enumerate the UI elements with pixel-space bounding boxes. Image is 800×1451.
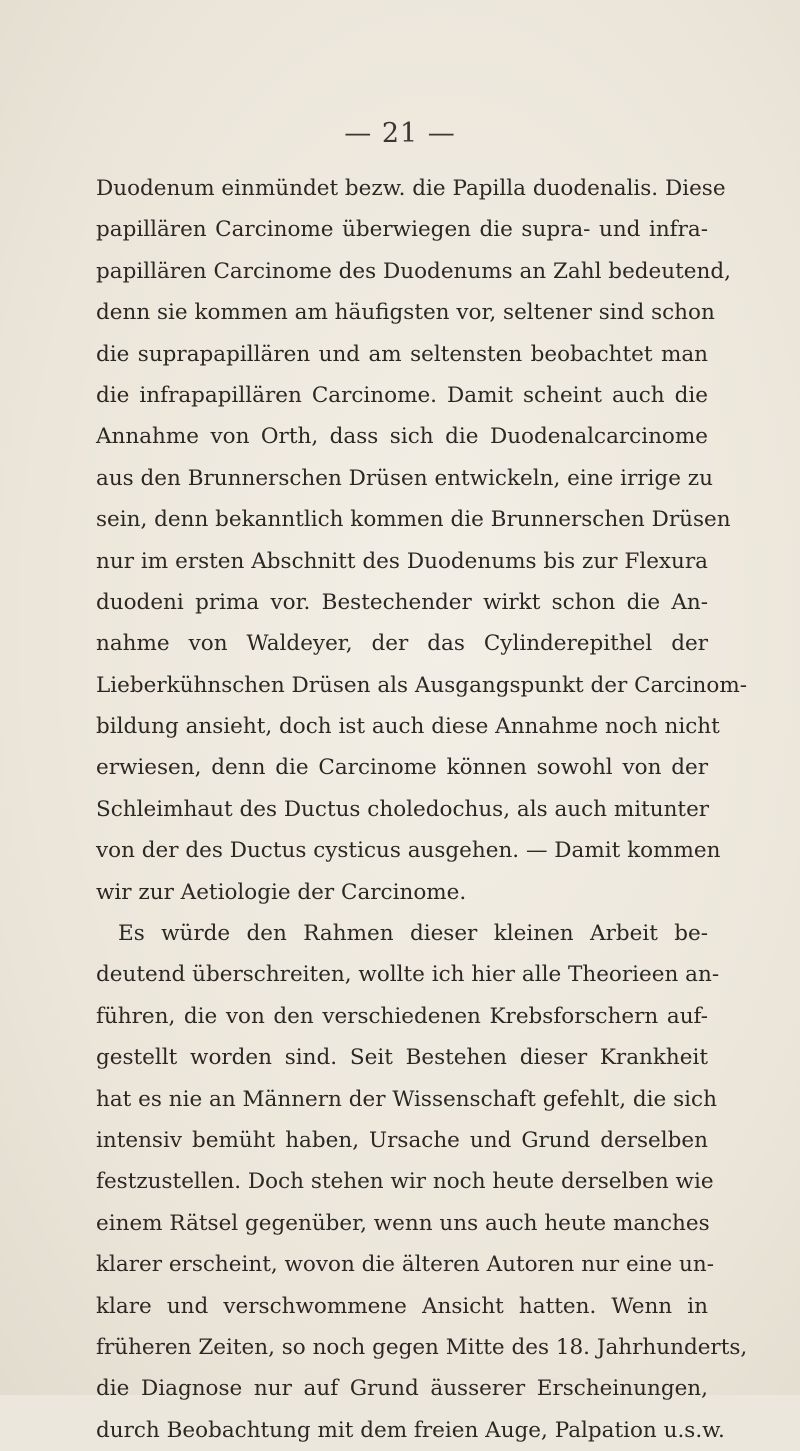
text-line: erwiesen, denn die Carcinome können sowohl von der [96, 755, 708, 781]
text-line: gestellt worden sind. Seit Bestehen dieser Krankheit [96, 1045, 708, 1071]
text-line: früheren Zeiten, so noch gegen Mitte des 18. Jahrhunderts, [96, 1334, 748, 1360]
text-line: die infrapapillären Carcinome. Damit scheint auch die [96, 382, 708, 408]
text-line: die Diagnose nur auf Grund äusserer Erscheinungen, [96, 1376, 708, 1402]
text-line: deutend überschreiten, wollte ich hier alle Theorieen an- [96, 962, 720, 988]
text-line: hat es nie an Männern der Wissenschaft gefehlt, die sich [96, 1086, 717, 1112]
text-line: Annahme von Orth, dass sich die Duodenalcarcinome [96, 424, 708, 450]
text-line: klare und verschwommene Ansicht hatten. Wenn in [96, 1293, 708, 1319]
text-line: durch Beobachtung mit dem freien Auge, Palpation u.s.w. [96, 1417, 725, 1443]
text-line: von der des Ductus cysticus ausgehen. — Damit kommen [96, 838, 721, 864]
text-line: aus den Brunnerschen Drüsen entwickeln, eine irrige zu [96, 465, 713, 491]
text-line: einem Rätsel gegenüber, wenn uns auch heute manches [96, 1210, 710, 1236]
text-line: Es würde den Rahmen dieser kleinen Arbeit be- [118, 921, 708, 947]
text-line: sein, denn bekanntlich kommen die Brunnerschen Drüsen [96, 507, 731, 533]
text-line: Duodenum einmündet bezw. die Papilla duodenalis. Diese [96, 176, 726, 201]
text-line: wir zur Aetiologie der Carcinome. [96, 879, 467, 905]
text-line: führen, die von den verschiedenen Krebsforschern auf- [96, 1003, 708, 1029]
text-line: duodeni prima vor. Bestechender wirkt schon die An- [96, 589, 708, 615]
text-line: intensiv bemüht haben, Ursache und Grund derselben [96, 1127, 708, 1153]
text-line: nur im ersten Abschnitt des Duodenums bis zur Flexura [96, 548, 708, 574]
text-line: die suprapapillären und am seltensten beobachtet man [96, 341, 708, 367]
text-line: Schleimhaut des Ductus choledochus, als auch mitunter [96, 796, 710, 822]
paragraph-1 [96, 168, 747, 913]
text-line: klarer erscheint, wovon die älteren Autoren nur eine un- [96, 1252, 714, 1278]
body-text [96, 168, 748, 1451]
text-line: denn sie kommen am häufigsten vor, seltener sind schon [96, 300, 715, 326]
text-line: nahme von Waldeyer, der das Cylinderepithel der [96, 631, 708, 657]
text-line: Lieberkühnschen Drüsen als Ausgangspunkt der Carcinom- [96, 672, 747, 698]
text-line: festzustellen. Doch stehen wir noch heute derselben wie [96, 1169, 714, 1195]
text-line: papillären Carcinome des Duodenums an Zahl bedeutend, [96, 258, 731, 284]
text-line: papillären Carcinome überwiegen die supra- und infra- [96, 217, 708, 243]
text-line: bildung ansieht, doch ist auch diese Annahme noch nicht [96, 714, 720, 740]
paragraph-2 [96, 913, 748, 1451]
page-number: — 21 — [344, 118, 456, 149]
